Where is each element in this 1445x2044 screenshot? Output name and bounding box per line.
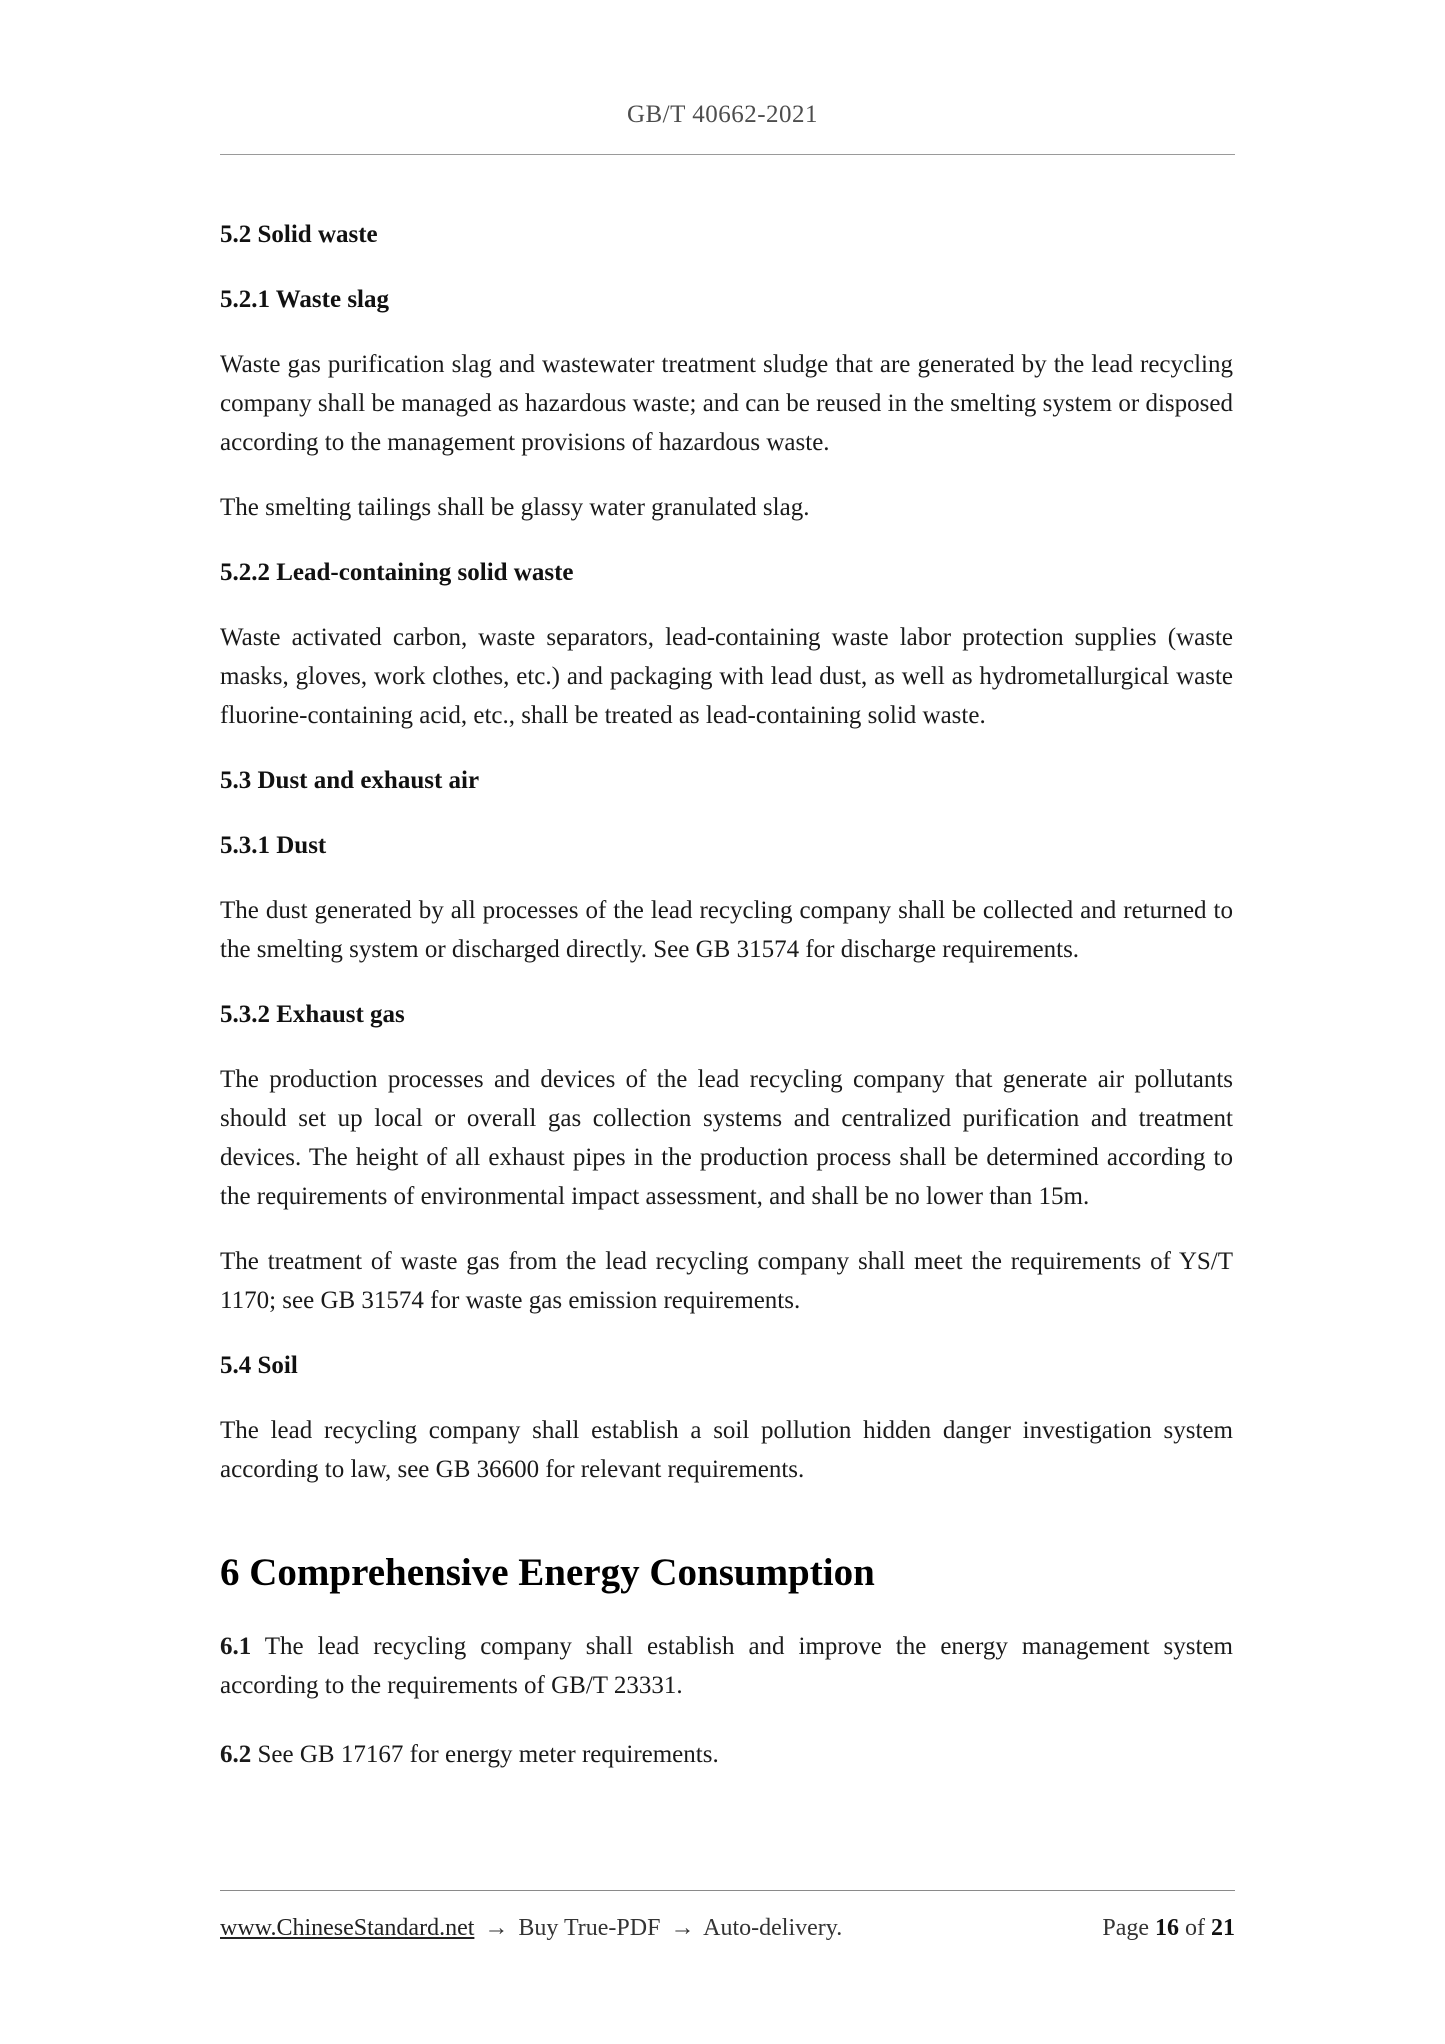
page-indicator — [1102, 1913, 1235, 1943]
heading-5-2-2-lead-containing-solid-waste: 5.2.2 Lead-containing solid waste — [220, 559, 574, 586]
footer-divider — [220, 1890, 1235, 1891]
heading-5-3-dust-and-exhaust-air: 5.3 Dust and exhaust air — [220, 767, 480, 794]
paragraph-lead-containing-waste: Waste activated carbon, waste separators, lead-containing waste labor protection supplies (waste masks, gloves, work clothes, etc.) and packaging with lead dust, as well as hydrometallurgical waste fluorine-containing acid, etc., shall be treated as lead-containing solid waste. — [220, 624, 1233, 729]
paragraph-soil-pollution: The lead recycling company shall establish a soil pollution hidden danger investigation system according to law, see GB 36600 for relevant requirements. — [220, 1417, 1233, 1483]
paragraph-smelting-tailings: The smelting tailings shall be glassy water granulated slag. — [220, 494, 810, 521]
paragraph-waste-slag-management: Waste gas purification slag and wastewater treatment sludge that are generated by the lead recycling company shall be managed as hazardous waste; and can be reused in the smelting system or disposed according to the management provisions of hazardous waste. — [220, 351, 1233, 456]
arrow-icon: → — [670, 1915, 695, 1941]
paragraph-dust-collection: The dust generated by all processes of the lead recycling company shall be collected and returned to the smelting system or discharged directly. See GB 31574 for discharge requirements. — [220, 897, 1233, 963]
clause-text-6-2: See GB 17167 for energy meter requirements. — [257, 1741, 719, 1768]
paragraph-waste-gas-requirements: The treatment of waste gas from the lead recycling company shall meet the requirements of YS/T 1170; see GB 31574 for waste gas emission requirements. — [220, 1248, 1233, 1314]
paragraph-6-2-energy-meter — [220, 1735, 1233, 1774]
paragraph-6-1-energy-management — [220, 1627, 1233, 1705]
standard-number: GB/T 40662-2021 — [626, 101, 819, 128]
clause-text-6-1: The lead recycling company shall establish and improve the energy management system according to the requirements of GB/T 23331. — [220, 1633, 1233, 1699]
footer-row — [220, 1913, 1235, 1943]
page-header — [0, 0, 1445, 155]
clause-number-6-2: 6.2 — [220, 1741, 252, 1768]
auto-delivery-label: Auto-delivery. — [703, 1915, 843, 1941]
footer-left — [220, 1913, 842, 1943]
heading-5-3-2-exhaust-gas: 5.3.2 Exhaust gas — [220, 1001, 405, 1028]
arrow-icon: → — [484, 1915, 509, 1941]
page-label: Page — [1102, 1915, 1149, 1941]
heading-5-4-soil: 5.4 Soil — [220, 1352, 298, 1379]
heading-5-3-1-dust: 5.3.1 Dust — [220, 832, 327, 859]
page-footer — [220, 1890, 1235, 1943]
chinesestandard-link[interactable]: www.ChineseStandard.net — [220, 1915, 475, 1941]
heading-5-2-1-waste-slag: 5.2.1 Waste slag — [220, 286, 389, 313]
clause-number-6-1: 6.1 — [220, 1633, 252, 1660]
paragraph-exhaust-gas-devices: The production processes and devices of the lead recycling company that generate air pollutants should set up local or overall gas collection systems and centralized purification and treatment devices. The height of all exhaust pipes in the production process shall be determined according to the requirements of environmental impact assessment, and shall be no lower than 15m. — [220, 1066, 1233, 1210]
current-page-number: 16 — [1155, 1915, 1179, 1941]
document-body — [0, 155, 1445, 1774]
of-label: of — [1185, 1915, 1205, 1941]
heading-5-2-solid-waste: 5.2 Solid waste — [220, 221, 378, 248]
total-pages-number: 21 — [1211, 1915, 1235, 1941]
heading-6-comprehensive-energy-consumption: 6 Comprehensive Energy Consumption — [220, 1551, 875, 1594]
buy-true-pdf-label: Buy True-PDF — [518, 1915, 661, 1941]
